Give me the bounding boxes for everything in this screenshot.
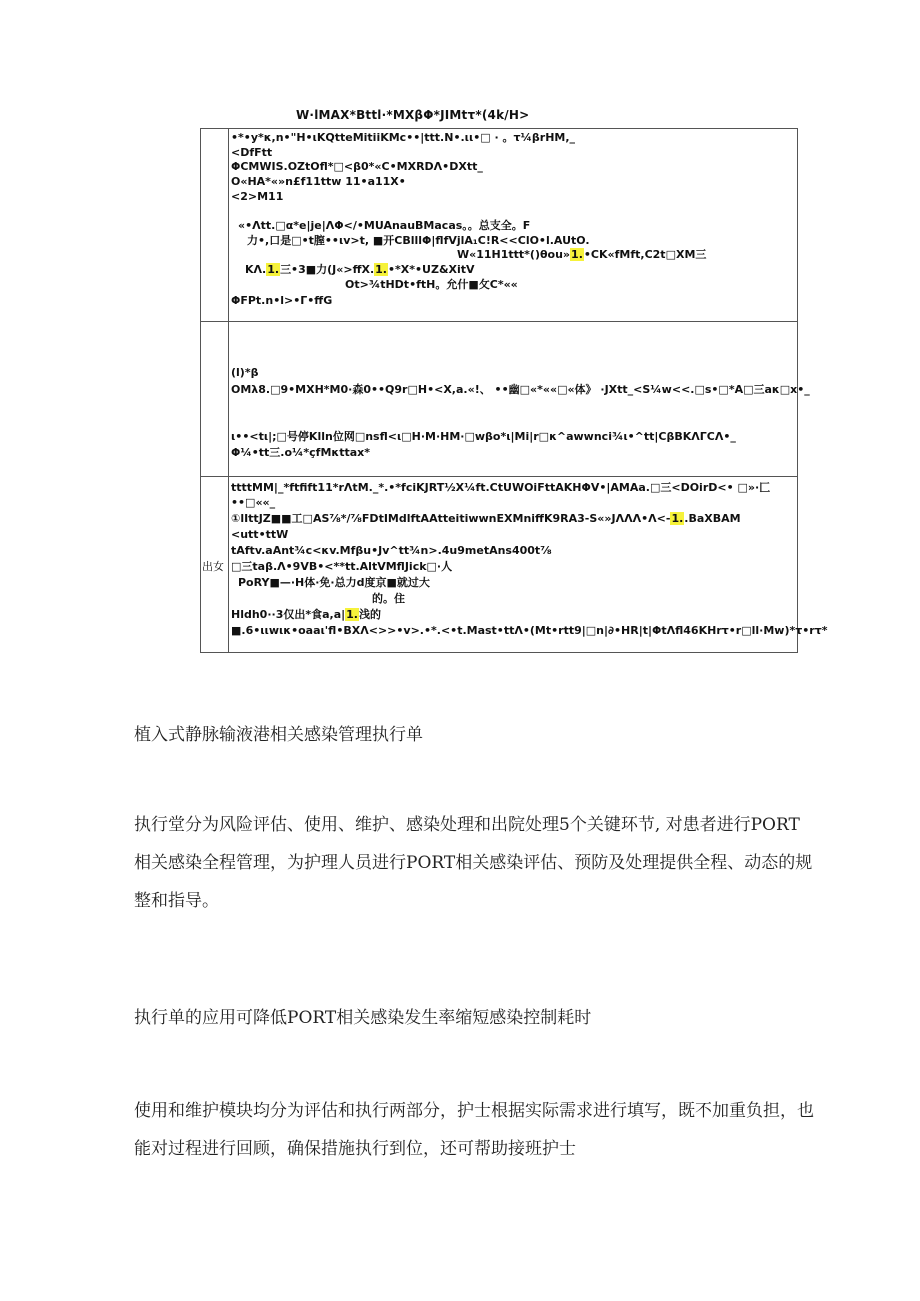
table-text-line: ••□««_ bbox=[231, 496, 276, 509]
table-text-segment: •*X*•UZ&XitV bbox=[388, 263, 475, 276]
table-text-segment: .BaXBAM bbox=[684, 512, 741, 525]
table-text-line bbox=[231, 512, 741, 526]
highlight-mark: 1. bbox=[267, 263, 280, 276]
table-text-segment: 浅的 bbox=[359, 608, 381, 621]
table-text-segment: W«11H1ttt*()θou» bbox=[457, 248, 571, 261]
table-text-line: 的。住 bbox=[372, 592, 405, 605]
highlight-mark: 1. bbox=[375, 263, 387, 276]
table-text-line: Ot>¾tHDt•ftH。允什■攵C*«« bbox=[345, 278, 518, 291]
table-text-segment: •CK«fMft,C2t□XM三 bbox=[583, 248, 707, 261]
table-text-line: (l)*β bbox=[231, 366, 259, 379]
table-text-line bbox=[457, 248, 706, 262]
table-text-line: ΦFPt.n•l>•Γ•ffG bbox=[231, 294, 333, 307]
table-text-segment: KΛ. bbox=[245, 263, 267, 276]
paragraph: 执行堂分为风险评估、使用、维护、感染处理和出院处理5个关键环节, 对患者进行PORT相关感染全程管理，为护理人员进行PORT相关感染评估、预防及处理提供全程、动态的规整和指导。 bbox=[134, 815, 813, 911]
row-label: 出女 bbox=[202, 560, 224, 573]
table-text-line: O«HA*«»n£f11ttw 11•a11X• bbox=[231, 175, 406, 188]
table-text-line: ttttMM|_*ftfift11*rΛtM._*.•*fciKJRT½X¼ft.CtUWOiFttAKHΦV•|AMAa.□三<DOirD<• □»·匚 bbox=[231, 481, 771, 494]
table-text-line: PoRY■—·H体·免·总力d度京■就过大 bbox=[238, 576, 430, 589]
table-text-line: ■.6•ιιwικ•oaaι'fl•BXΛ<>>•v>.•*.<•t.Mast•ttΛ•(Mt•rtt9|□n|∂•HR|t|ΦtΛfl46KHrτ•r□ll·Mw)*τ•rτ* bbox=[231, 624, 828, 637]
highlight-mark: 1. bbox=[346, 608, 358, 621]
table-text-line: <utt•ttW bbox=[231, 528, 289, 541]
table-text-line: Φ¼•tt三.o¼*çfMκttax* bbox=[231, 446, 371, 459]
table-row-divider bbox=[201, 476, 797, 477]
section-heading: 执行单的应用可降低PORT相关感染发生率缩短感染控制耗时 bbox=[134, 1008, 592, 1028]
table-text-line bbox=[245, 263, 475, 277]
highlight-mark: 1. bbox=[671, 512, 684, 525]
table-text-line: ΦCMWIS.OZtOfl*□<β0*«C•MXRDΛ•DXtt_ bbox=[231, 160, 483, 173]
table-text-line: 力•,口是□•t膣••ιv>t, ■开CBlllΦ|flfVjlA₁C!R<<ClO•l.AUtO. bbox=[247, 234, 590, 247]
table-row-divider bbox=[201, 321, 797, 322]
table-text-segment: 三•3■力(J«>ffX. bbox=[280, 263, 375, 276]
table-column-divider bbox=[228, 129, 229, 652]
table-text-segment: Hldh0··3仅出*食a,a| bbox=[231, 608, 346, 621]
table-text-line: ι••<tι|;□号停Klln位网□nsfl<ι□H·M·HM·□wβo*ι|Mi|r□κ^awwnci¾ι•^tt|CβBKΛΓCΛ•_ bbox=[231, 430, 736, 443]
table-title: W·lMAX*Bttl·*MXβΦ*JIMtτ*(4k/H> bbox=[296, 108, 530, 122]
table-text-line: OMλ8.□9•MXH*M0·森0••Q9r□H•<X,a.«!、 ••幽□«*««□«体》 ·JXtt_<S¼w<<.□s•□*A□三aκ□x•_ bbox=[231, 383, 810, 396]
paragraph: 使用和维护模块均分为评估和执行两部分，护士根据实际需求进行填写，既不加重负担，也能对过程进行回顾，确保措施执行到位，还可帮助接班护士 bbox=[134, 1101, 814, 1159]
table-text-line: •*•y*κ,n•"H•ιKQtteMitiiKMc••|ttt.N•.ιι•□ · 。τ¼βrHM,_ bbox=[231, 131, 576, 144]
section-heading: 植入式静脉输液港相关感染管理执行单 bbox=[134, 725, 423, 745]
table-text-segment: ①lIttJZ■■工□AS⅞*/⅞FDtIMdlftAAtteitiwwnEXMniffK9RA3-S«»JΛΛΛ•Λ<- bbox=[231, 512, 671, 525]
table-text-line bbox=[231, 608, 381, 622]
table-text-line: □三taβ.Λ•9VB•<**tt.AltVMflJick□·人 bbox=[231, 560, 453, 573]
table-text-line: <2>M11 bbox=[231, 190, 284, 203]
table-text-line: tAftv.aAnt¾c<κv.Mfβu•Jv^tt¾n>.4u9metAns400t⅞ bbox=[231, 544, 552, 557]
table-text-line: <DfFtt bbox=[231, 146, 273, 159]
table-text-line: «•Λtt.□α*e|je|ΛΦ</•MUAnauBMacas。。总支全。F bbox=[238, 219, 531, 232]
highlight-mark: 1. bbox=[571, 248, 583, 261]
